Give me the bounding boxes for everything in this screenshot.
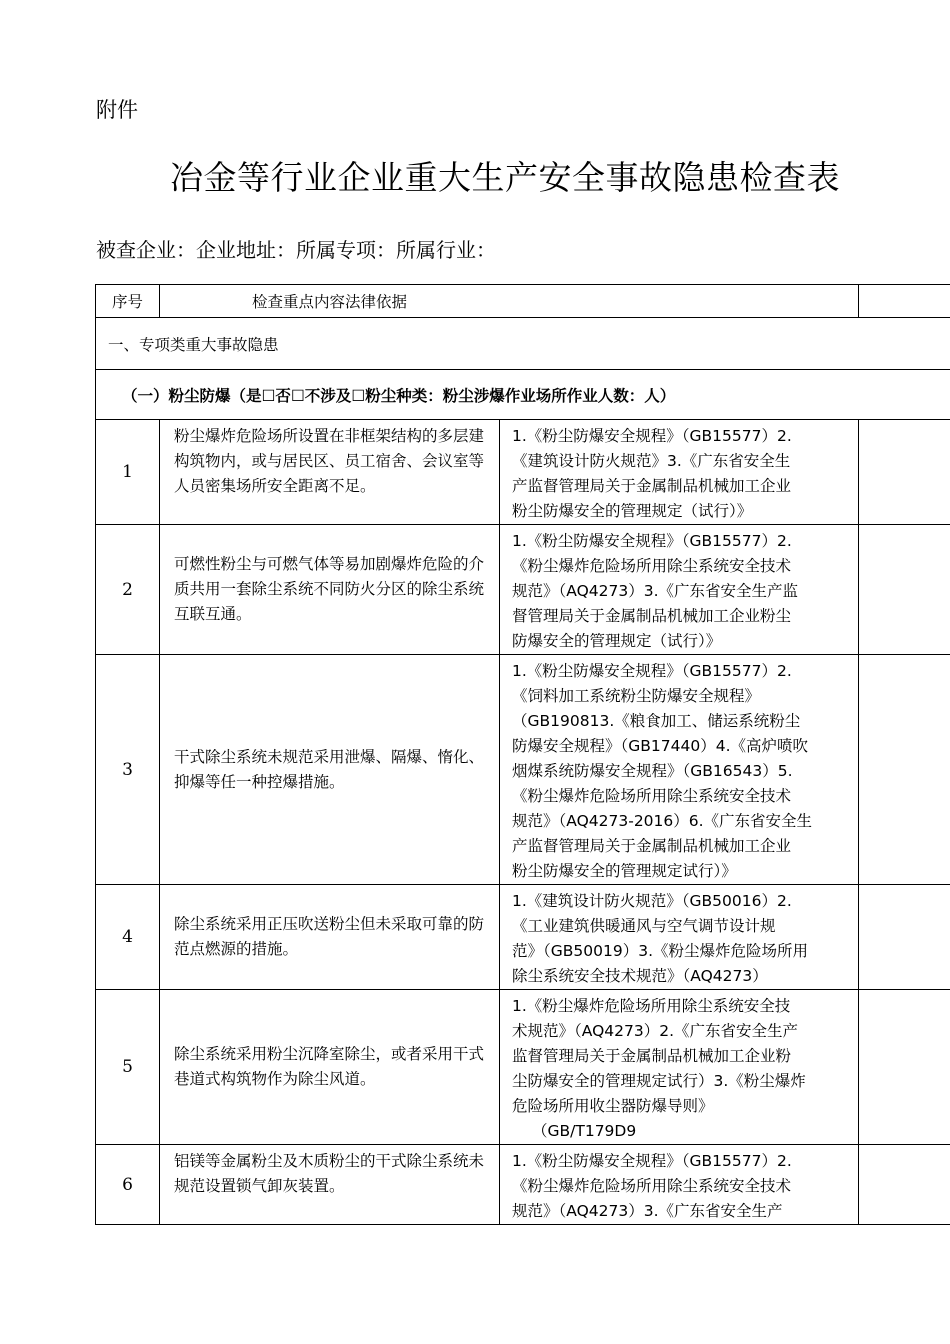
attachment-label: 附件 (96, 98, 138, 122)
row-extra (859, 655, 950, 885)
row-extra (859, 990, 950, 1145)
table-row (96, 525, 950, 655)
law-line: 《建筑设计防火规范》3.《广东省安全生 (512, 452, 791, 470)
table-header-row (96, 285, 950, 318)
row-content: 粉尘爆炸危险场所设置在非框架结构的多层建构筑物内，或与居民区、员工宿舍、会议室等人员密集场所安全距离不足。 (160, 420, 500, 525)
header-extra (859, 285, 950, 318)
law-line: 除尘系统安全技术规范》（AQ4273） (512, 967, 768, 985)
law-line: 督管理局关于金属制品机械加工企业粉尘 (512, 607, 792, 625)
law-line: 《粉尘爆炸危险场所用除尘系统安全技术 (512, 557, 792, 575)
law-line: 范》（GB50019）3.《粉尘爆炸危险场所用 (512, 942, 808, 960)
law-line: 《粉尘爆炸危险场所用除尘系统安全技术 (512, 787, 792, 805)
row-law (500, 885, 859, 990)
row-law (500, 525, 859, 655)
subsection-row (96, 370, 950, 420)
table-row (96, 1145, 950, 1225)
law-line: 《粉尘爆炸危险场所用除尘系统安全技术 (512, 1177, 792, 1195)
header-content-law: 检查重点内容法律依据 (160, 285, 859, 318)
law-line: 粉尘防爆安全的管理规定（试行）》 (512, 502, 753, 520)
row-extra (859, 525, 950, 655)
law-line: 《饲料加工系统粉尘防爆安全规程》 (512, 687, 761, 705)
law-line: 危险场所用收尘器防爆导则》 (512, 1097, 714, 1115)
law-line: 术规范》（AQ4273）2.《广东省安全生产 (512, 1022, 799, 1040)
enterprise-info-line: 被查企业：企业地址：所属专项：所属行业： (96, 238, 496, 262)
table-row (96, 990, 950, 1145)
law-line: 1.《粉尘防爆安全规程》（GB15577）2. (512, 427, 792, 445)
section-title: 一、专项类重大事故隐患 (96, 318, 950, 370)
law-line: 规范》（AQ4273-2016）6.《广东省安全生 (512, 812, 813, 830)
law-line: 规范》（AQ4273）3.《广东省安全生产 (512, 1202, 783, 1220)
law-line: 1.《建筑设计防火规范》（GB50016）2. (512, 892, 792, 910)
law-line: 1.《粉尘防爆安全规程》（GB15577）2. (512, 532, 792, 550)
law-line: 粉尘防爆安全的管理规定试行）》 (512, 862, 737, 880)
section-row (96, 318, 950, 370)
law-line: 1.《粉尘防爆安全规程》（GB15577）2. (512, 662, 792, 680)
row-number: 1 (96, 420, 160, 525)
row-number: 5 (96, 990, 160, 1145)
law-line: 产监督管理局关于金属制品机械加工企业 (512, 837, 792, 855)
law-line: 防爆安全规程》（GB17440）4.《高炉喷吹 (512, 737, 808, 755)
row-content: 铝镁等金属粉尘及木质粉尘的干式除尘系统未规范设置锁气卸灰装置。 (160, 1145, 500, 1225)
row-law (500, 420, 859, 525)
law-line: 监督管理局关于金属制品机械加工企业粉 (512, 1047, 792, 1065)
law-line: 尘防爆安全的管理规定试行）3.《粉尘爆炸 (512, 1072, 806, 1090)
row-law (500, 1145, 859, 1225)
row-number: 3 (96, 655, 160, 885)
row-number: 4 (96, 885, 160, 990)
row-content: 除尘系统采用粉尘沉降室除尘，或者采用干式巷道式构筑物作为除尘风道。 (160, 990, 500, 1145)
law-line: 1.《粉尘防爆安全规程》（GB15577）2. (512, 1152, 792, 1170)
law-line: 规范》（AQ4273）3.《广东省安全生产监 (512, 582, 799, 600)
table-row (96, 420, 950, 525)
row-law (500, 655, 859, 885)
row-number: 2 (96, 525, 160, 655)
table-row (96, 655, 950, 885)
law-line: 《工业建筑供暖通风与空气调节设计规 (512, 917, 776, 935)
row-extra (859, 420, 950, 525)
row-law (500, 990, 859, 1145)
row-extra (859, 885, 950, 990)
row-content: 除尘系统采用正压吹送粉尘但未采取可靠的防范点燃源的措施。 (160, 885, 500, 990)
row-number: 6 (96, 1145, 160, 1225)
header-seq: 序号 (96, 285, 160, 318)
law-line: 防爆安全的管理规定（试行）》 (512, 632, 722, 650)
law-line: （GB/T179D9 (532, 1122, 637, 1140)
subsection-title: （一）粉尘防爆（是☐否☐不涉及☐粉尘种类：粉尘涉爆作业场所作业人数：人） (96, 370, 950, 420)
law-line: （GB190813.《粮食加工、储运系统粉尘 (512, 712, 801, 730)
page-title: 冶金等行业企业重大生产安全事故隐患检查表 (170, 158, 840, 197)
row-content: 干式除尘系统未规范采用泄爆、隔爆、惰化、抑爆等任一种控爆措施。 (160, 655, 500, 885)
table-row (96, 885, 950, 990)
row-extra (859, 1145, 950, 1225)
row-content: 可燃性粉尘与可燃气体等易加剧爆炸危险的介质共用一套除尘系统不同防火分区的除尘系统互联互通。 (160, 525, 500, 655)
law-line: 烟煤系统防爆安全规程》（GB16543）5. (512, 762, 793, 780)
inspection-table (95, 284, 950, 1225)
law-line: 产监督管理局关于金属制品机械加工企业 (512, 477, 792, 495)
law-line: 1.《粉尘爆炸危险场所用除尘系统安全技 (512, 997, 791, 1015)
